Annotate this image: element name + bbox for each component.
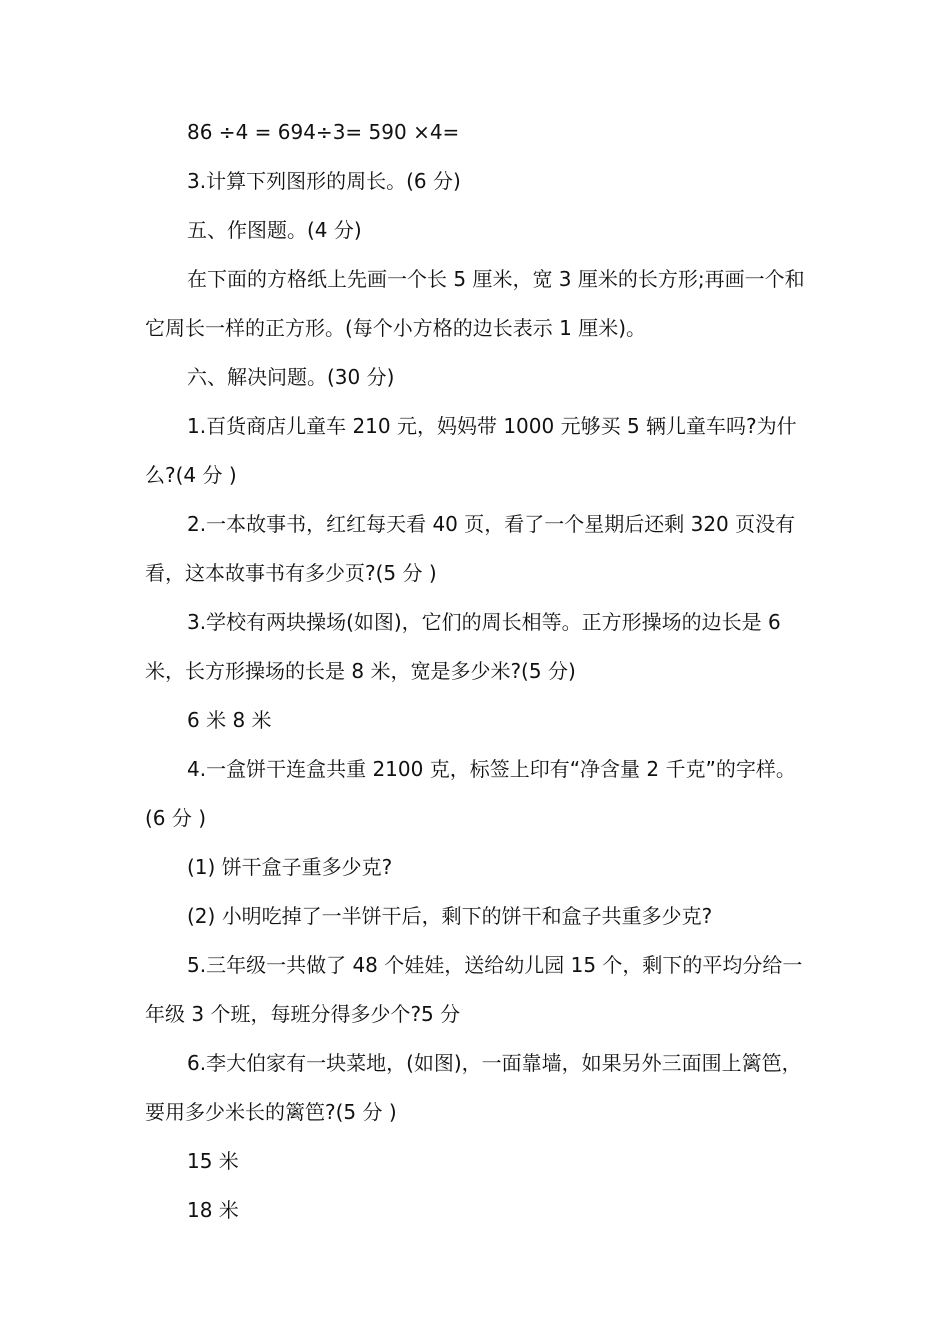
- section-heading-problem-solving: 六、解决问题。(30 分): [187, 365, 395, 389]
- question-4-part-2: (2) 小明吃掉了一半饼干后，剩下的饼干和盒子共重多少克?: [187, 904, 713, 928]
- section-heading-drawing: 五、作图题。(4 分): [187, 218, 362, 242]
- question-4-part-1: (1) 饼干盒子重多少克?: [187, 855, 393, 879]
- question-1: 1.百货商店儿童车 210 元，妈妈带 1000 元够买 5 辆儿童车吗?为什么?(4 分 ): [145, 414, 797, 487]
- figure-label-18m: 18 米: [187, 1198, 239, 1222]
- paragraph-perimeter-question: 3.计算下列图形的周长。(6 分): [187, 169, 461, 193]
- question-2: 2.一本故事书，红红每天看 40 页，看了一个星期后还剩 320 页没有看，这本故事书有多少页?(5 分 ): [145, 512, 796, 585]
- question-4: 4.一盒饼干连盒共重 2100 克，标签上印有“净含量 2 千克”的字样。(6 分 ): [145, 757, 796, 830]
- question-5: 5.三年级一共做了 48 个娃娃，送给幼儿园 15 个，剩下的平均分给一年级 3 个班，每班分得多少个?5 分: [145, 953, 803, 1026]
- question-3: 3.学校有两块操场(如图)，它们的周长相等。正方形操场的边长是 6 米，长方形操场的长是 8 米，宽是多少米?(5 分): [145, 610, 781, 683]
- paragraph-drawing-instructions: 在下面的方格纸上先画一个长 5 厘米，宽 3 厘米的长方形;再画一个和它周长一样的正方形。(每个小方格的边长表示 1 厘米)。: [145, 267, 805, 340]
- figure-label-fields: 6 米 8 米: [187, 708, 272, 732]
- question-6: 6.李大伯家有一块菜地，(如图)，一面靠墙，如果另外三面围上篱笆，要用多少米长的篱笆?(5 分 ): [145, 1051, 802, 1124]
- figure-label-15m: 15 米: [187, 1149, 239, 1173]
- paragraph-calculation-row: 86 ÷4 = 694÷3= 590 ×4=: [187, 120, 460, 144]
